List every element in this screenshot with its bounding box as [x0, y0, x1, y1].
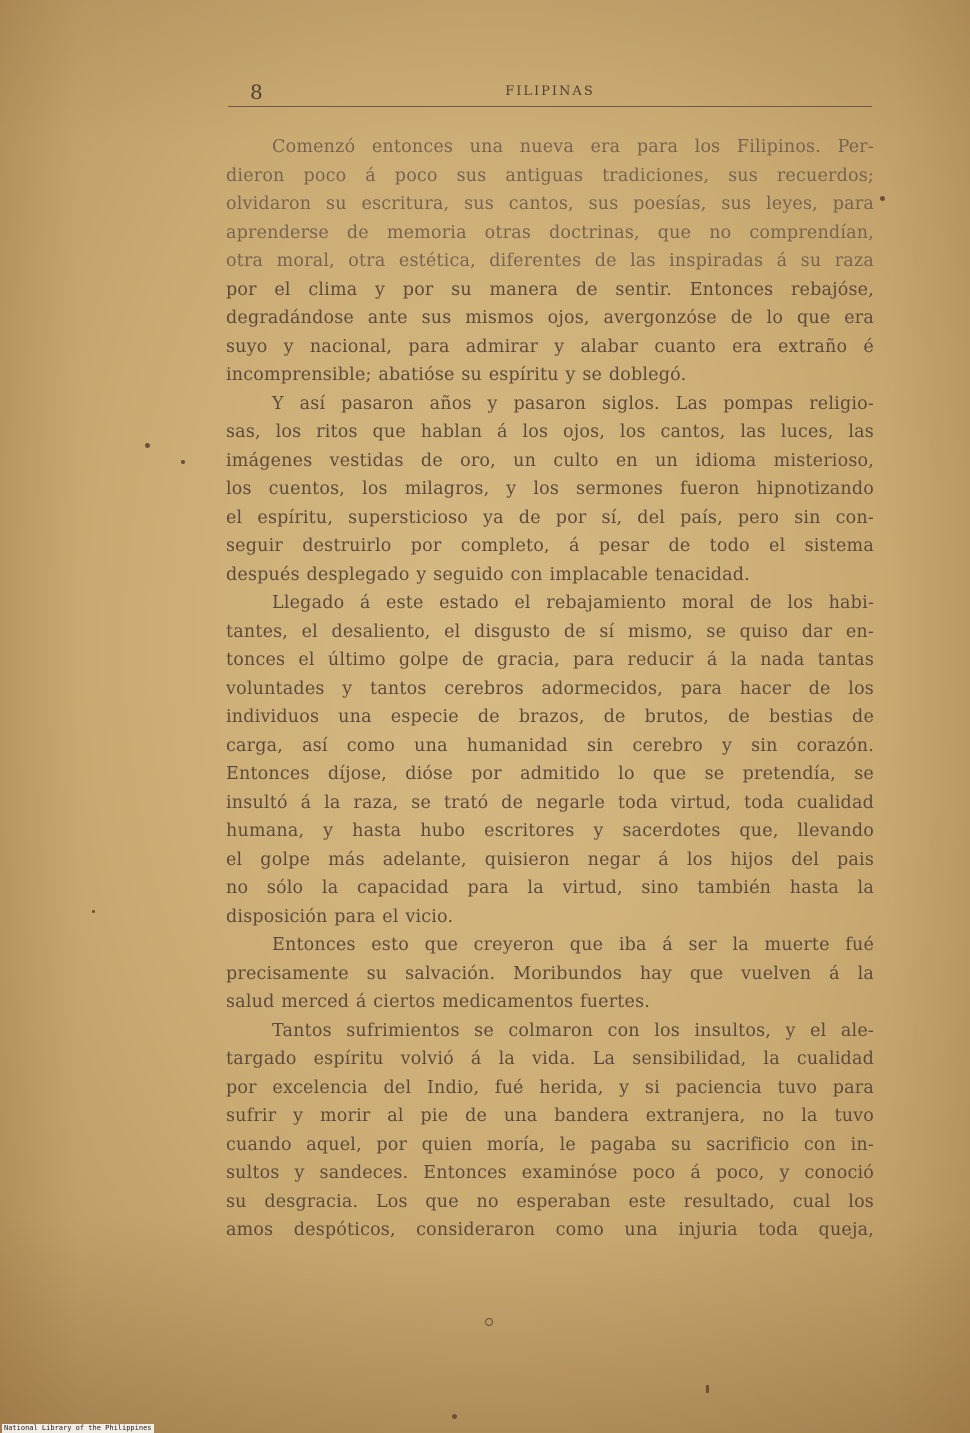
- text-line: otra moral, otra estética, diferentes de las inspiradas á su raza: [226, 251, 874, 271]
- text-line: incomprensible; abatióse su espíritu y se doblegó.: [226, 365, 687, 385]
- text-line: targado espíritu volvió á la vida. La sensibilidad, la cualidad: [226, 1049, 874, 1069]
- text-line: amos despóticos, consideraron como una injuria toda queja,: [226, 1220, 874, 1240]
- text-line: su desgracia. Los que no esperaban este resultado, cual los: [226, 1191, 874, 1212]
- text-body: [226, 133, 874, 1245]
- text-line: por excelencia del Indio, fué herida, y si paciencia tuvo para: [226, 1077, 874, 1098]
- paper-speck: [145, 443, 150, 448]
- text-line: el golpe más adelante, quisieron negar á los hijos del pais: [226, 849, 874, 870]
- text-line: después desplegado y seguido con implacable tenacidad.: [226, 564, 750, 585]
- paper-speck: [485, 1318, 493, 1326]
- paragraph: [226, 390, 874, 590]
- text-line: carga, así como una humanidad sin cerebro y sin corazón.: [226, 735, 874, 756]
- text-line: Comenzó entonces una nueva era para los Filipinos. Per-: [272, 137, 874, 157]
- text-line: degradándose ante sus mismos ojos, avergonzóse de lo que era: [226, 308, 874, 328]
- text-line: Y así pasaron años y pasaron siglos. Las pompas religio-: [272, 393, 874, 414]
- paragraph: [226, 931, 874, 1017]
- paragraph: [226, 1017, 874, 1245]
- text-line: el espíritu, supersticioso ya de por sí, del país, pero sin con-: [226, 507, 874, 528]
- text-line: los cuentos, los milagros, y los sermones fueron hipnotizando: [226, 479, 874, 499]
- page-number: 8: [250, 80, 263, 104]
- paragraph: [226, 589, 874, 931]
- text-line: seguir destruirlo por completo, á pesar de todo el sistema: [226, 536, 874, 556]
- text-line: sultos y sandeces. Entonces examinóse poco á poco, y conoció: [226, 1163, 874, 1183]
- text-line: sas, los ritos que hablan á los ojos, los cantos, las luces, las: [226, 422, 874, 442]
- text-line: cuando aquel, por quien moría, le pagaba su sacrificio con in-: [226, 1134, 874, 1155]
- text-line: Tantos sufrimientos se colmaron con los insultos, y el ale-: [272, 1020, 874, 1041]
- text-line: humana, y hasta hubo escritores y sacerdotes que, llevando: [226, 821, 874, 841]
- text-line: Entonces esto que creyeron que iba á ser la muerte fué: [272, 935, 874, 955]
- text-line: no sólo la capacidad para la virtud, sino también hasta la: [226, 878, 874, 898]
- text-line: suyo y nacional, para admirar y alabar cuanto era extraño é: [226, 336, 874, 357]
- text-line: precisamente su salvación. Moribundos hay que vuelven á la: [226, 963, 874, 984]
- text-line: disposición para el vicio.: [226, 906, 454, 927]
- running-title: FILIPINAS: [505, 84, 595, 99]
- text-line: Llegado á este estado el rebajamiento moral de los habi-: [272, 593, 874, 613]
- text-line: aprenderse de memoria otras doctrinas, que no comprendían,: [226, 222, 874, 243]
- text-line: tonces el último golpe de gracia, para reducir á la nada tantas: [226, 650, 874, 670]
- paper-speck: [92, 910, 95, 913]
- paragraph: [226, 133, 874, 390]
- running-head: [228, 78, 872, 107]
- text-line: tantes, el desaliento, el disgusto de sí mismo, se quiso dar en-: [226, 621, 874, 642]
- text-line: dieron poco á poco sus antiguas tradiciones, sus recuerdos;: [226, 165, 874, 186]
- paper-speck: [880, 196, 885, 201]
- text-line: olvidaron su escritura, sus cantos, sus poesías, sus leyes, para: [226, 194, 874, 214]
- library-credit: National Library of the Philippines: [4, 1424, 152, 1432]
- text-line: por el clima y por su manera de sentir. Entonces rebajóse,: [226, 279, 874, 300]
- text-line: sufrir y morir al pie de una bandera extranjera, no la tuvo: [226, 1106, 874, 1126]
- paper-speck: [181, 460, 185, 464]
- text-line: salud merced á ciertos medicamentos fuertes.: [226, 992, 651, 1012]
- text-line: Entonces díjose, dióse por admitido lo que se pretendía, se: [226, 764, 874, 784]
- text-line: insultó á la raza, se trató de negarle toda virtud, toda cualidad: [226, 792, 874, 813]
- paper-speck: [706, 1385, 709, 1393]
- paper-speck: [452, 1414, 457, 1419]
- text-line: imágenes vestidas de oro, un culto en un idioma misterioso,: [226, 450, 874, 471]
- text-line: individuos una especie de brazos, de brutos, de bestias de: [226, 707, 874, 727]
- text-line: voluntades y tantos cerebros adormecidos, para hacer de los: [226, 678, 874, 699]
